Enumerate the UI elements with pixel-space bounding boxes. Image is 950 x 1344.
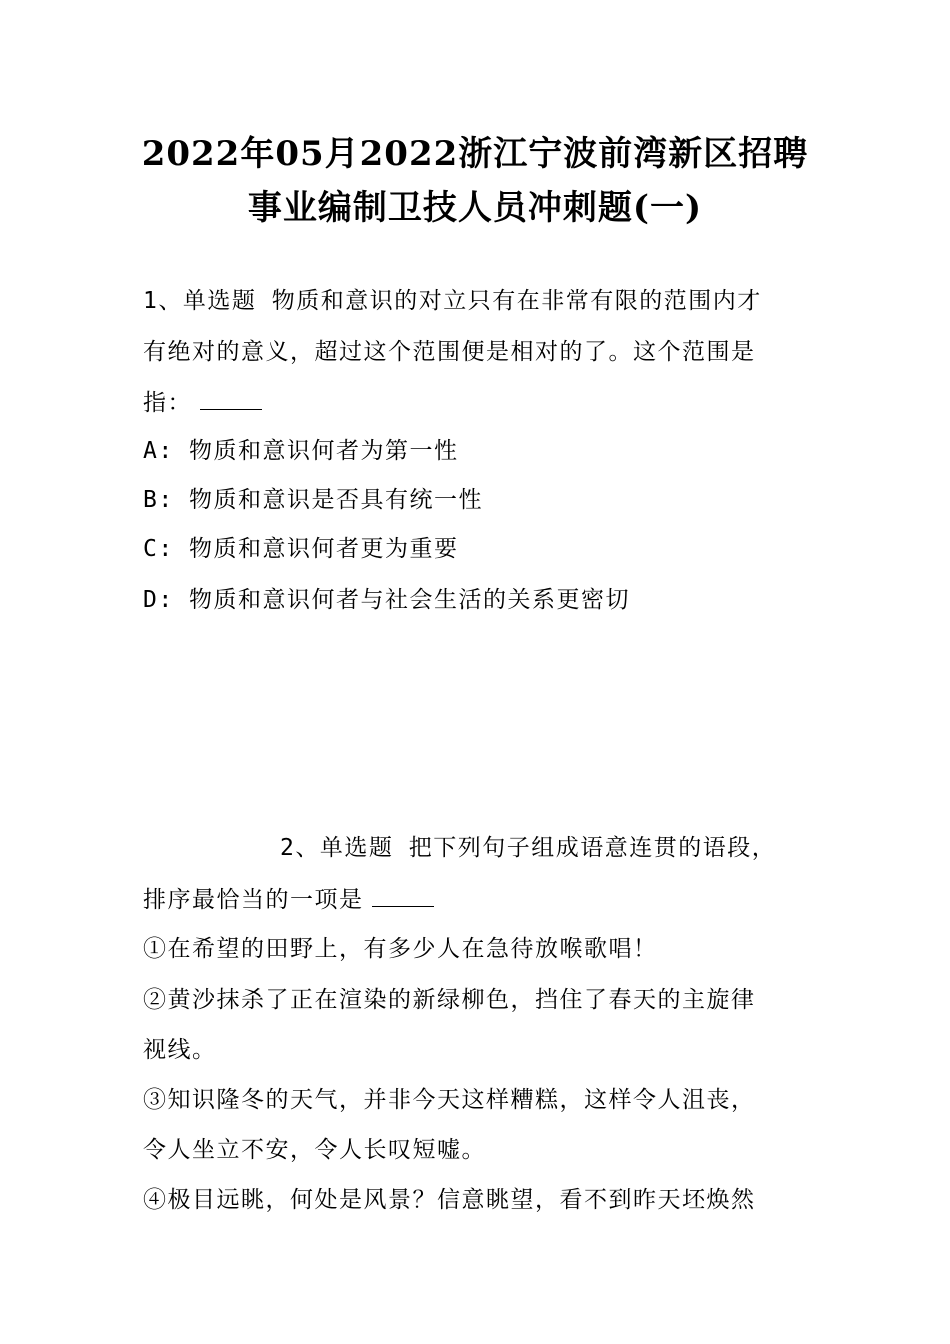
q1-stem-line-2: 有绝对的意义，超过这个范围便是相对的了。这个范围是	[143, 339, 756, 365]
document-title-line-1: 2022年05月2022浙江宁波前湾新区招聘	[141, 134, 809, 174]
q1-stem-text: 指：	[143, 390, 192, 416]
q2-sentence-1: ①在希望的田野上，有多少人在急待放喉歌唱！	[143, 936, 658, 962]
document-title-line-2: 事业编制卫技人员冲刺题(一)	[247, 188, 703, 228]
q1-option-d: D: 物质和意识何者与社会生活的关系更密切	[143, 587, 631, 613]
q1-stem-line-3	[143, 387, 262, 418]
q2-sentence-3-line-2: 令人坐立不安，令人长叹短嘘。	[143, 1137, 486, 1163]
q2-sentence-2-line-1: ②黄沙抹杀了正在渲染的新绿柳色，挡住了春天的主旋律	[143, 987, 756, 1013]
q2-stem-text: 排序最恰当的一项是	[143, 887, 364, 913]
q2-sentence-4-line-1: ④极目远眺，何处是风景？信意眺望，看不到昨天坯焕然	[143, 1187, 756, 1213]
q1-option-a: A: 物质和意识何者为第一性	[143, 438, 459, 464]
q2-sentence-3-line-1: ③知识隆冬的天气，并非今天这样糟糕，这样令人沮丧，	[143, 1087, 756, 1113]
q2-stem-line-2	[143, 884, 434, 915]
q1-option-c: C: 物质和意识何者更为重要	[143, 536, 459, 562]
q2-stem-line-1: 2、单选题 把下列句子组成语意连贯的语段，	[280, 835, 777, 861]
q2-sentence-2-line-2: 视线。	[143, 1037, 217, 1063]
q1-stem-line-1: 1、单选题 物质和意识的对立只有在非常有限的范围内才	[143, 288, 762, 314]
answer-blank	[200, 387, 262, 410]
q1-option-b: B: 物质和意识是否具有统一性	[143, 487, 484, 513]
answer-blank	[372, 884, 434, 907]
